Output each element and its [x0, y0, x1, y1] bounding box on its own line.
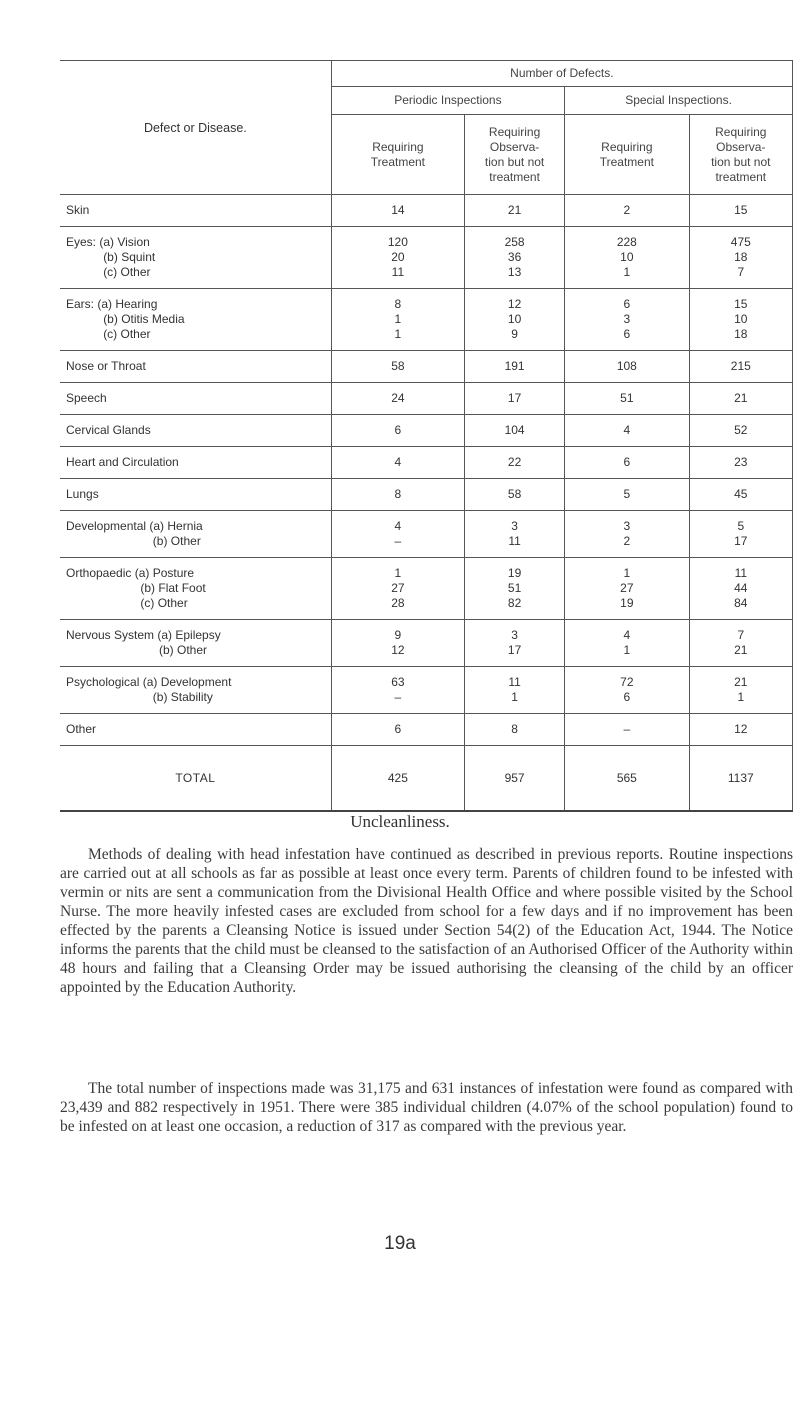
defect-count: 36 [507, 250, 522, 264]
defect-count-cell [565, 195, 689, 227]
defect-count: 108 [616, 359, 637, 373]
defect-count: 58 [507, 487, 522, 501]
paragraph-methods: Methods of dealing with head infestation have continued as described in previous reports. Routine inspections are carried out at all schools as far as possible at least once every term. Parents of children found to be infested with vermin or nits are sent a communication from the Divisional Health Office and where possible visited by the School Nurse. The more heavily infested cases are excluded from school for a few days and if no improvement has been effected by the parents a Cleansing Notice is issued under Section 54(2) of the Education Act, 1944. The Notice informs the parents that the child must be cleansed to the satisfaction of an Authorised Officer of the Authority within 48 hours and failing that a Cleansing Order may be issued authorising the cleansing of the child by an officer appointed by the Education Authority. [60, 846, 793, 996]
defect-count-cell [565, 511, 689, 558]
defect-count: 11 [391, 265, 405, 279]
defect-count-cell [331, 447, 464, 479]
defect-count-cell [565, 415, 689, 447]
defect-count: 27 [391, 581, 405, 595]
defect-group-row [60, 511, 793, 558]
defect-label-cell [60, 714, 331, 746]
defect-count: 20 [391, 250, 405, 264]
defect-count: 12 [391, 643, 405, 657]
defect-count: 21 [507, 203, 522, 217]
defect-label: (c) Other [103, 327, 151, 341]
total-value: 425 [387, 770, 408, 785]
defect-count: 8 [394, 487, 402, 501]
defect-count: 63 [391, 675, 405, 689]
defect-count-cell [331, 227, 464, 289]
defect-count-cell [331, 620, 464, 667]
defect-count-cell [565, 714, 689, 746]
defect-count-cell [689, 227, 792, 289]
defect-column-header: Defect or Disease. [60, 61, 331, 195]
defect-count: 1 [394, 327, 402, 341]
defect-label: (b) Squint [103, 250, 156, 264]
defect-count-cell [689, 511, 792, 558]
defect-label-cell [60, 667, 331, 714]
periodic-requiring-treatment-header: Requiring Treatment [331, 115, 464, 195]
total-value: 565 [565, 746, 689, 812]
defect-label-cell [60, 351, 331, 383]
defect-label: (b) Other [152, 534, 201, 548]
defect-count-cell [689, 289, 792, 351]
defect-count-cell [689, 447, 792, 479]
defect-count-cell [689, 415, 792, 447]
defect-label: Orthopaedic (a) Posture [66, 566, 195, 580]
number-of-defects-header: Number of Defects. [331, 61, 792, 87]
defect-count: 15 [734, 203, 748, 217]
defect-count: 19 [620, 596, 634, 610]
defect-count: 1 [737, 690, 745, 704]
defect-count: 51 [620, 391, 634, 405]
defect-count-cell [565, 351, 689, 383]
defect-count-cell [565, 620, 689, 667]
defect-label: Other [66, 722, 97, 736]
defect-label-cell [60, 558, 331, 620]
defect-group-row [60, 195, 793, 227]
defect-count-cell [331, 479, 464, 511]
page-number: 19a [384, 1233, 416, 1254]
periodic-requiring-observation-header: Requiring Observa- tion but not treatment [465, 115, 565, 195]
defect-count: 3 [511, 519, 518, 533]
defect-count: 10 [620, 250, 634, 264]
defect-group-row [60, 447, 793, 479]
defect-count: 1 [511, 690, 518, 704]
defect-count-cell [465, 351, 565, 383]
defect-count: 52 [734, 423, 748, 437]
defect-group-row [60, 667, 793, 714]
defect-count-cell [465, 415, 565, 447]
special-inspections-header: Special Inspections. [565, 87, 793, 115]
defect-count-cell [689, 479, 792, 511]
defect-count: – [394, 534, 402, 548]
defect-count: 22 [507, 455, 522, 469]
defect-label: Lungs [66, 487, 99, 501]
defect-label-cell [60, 479, 331, 511]
defect-group-row [60, 479, 793, 511]
paragraph-totals: The total number of inspections made was 31,175 and 631 instances of infestation were found as compared with 23,439 and 882 respectively in 1951. There were 385 individual children (4.07% of the school population) found to be infested on at least one occasion, a reduction of 317 as compared with the previous year. [60, 1080, 793, 1135]
section-heading: Uncleanliness. [350, 812, 450, 831]
defect-count: 10 [507, 312, 522, 326]
defect-count-cell [465, 511, 565, 558]
defect-count: 1 [394, 312, 402, 326]
defect-group-row [60, 289, 793, 351]
defect-count: – [623, 722, 631, 736]
defect-count: 6 [623, 455, 631, 469]
defect-group-row [60, 558, 793, 620]
defects-table [60, 60, 793, 812]
defect-label: Nose or Throat [66, 359, 146, 373]
defect-label: Ears: (a) Hearing [66, 297, 158, 311]
defect-label-cell [60, 383, 331, 415]
defect-label-cell [60, 289, 331, 351]
defect-count-cell [331, 289, 464, 351]
defect-label: Eyes: (a) Vision [66, 235, 150, 249]
defect-count-cell [689, 714, 792, 746]
defect-count: 4 [394, 455, 402, 469]
defect-count: 44 [734, 581, 748, 595]
defect-label-cell [60, 195, 331, 227]
defect-label: (b) Flat Foot [140, 581, 206, 595]
defect-count-cell [565, 558, 689, 620]
defect-count: 21 [734, 643, 748, 657]
defect-count: 1 [394, 566, 402, 580]
defect-count: 24 [391, 391, 405, 405]
defect-group-row [60, 620, 793, 667]
defect-count: 17 [734, 534, 748, 548]
defect-count: 104 [504, 423, 525, 437]
defect-count: 9 [511, 327, 518, 341]
defect-label-cell [60, 511, 331, 558]
defect-count: 72 [620, 675, 634, 689]
defect-count-cell [689, 558, 792, 620]
defect-count-cell [689, 383, 792, 415]
defect-label: Skin [66, 203, 90, 217]
defect-count: 8 [511, 722, 518, 736]
defect-count: 82 [507, 596, 522, 610]
defect-label: (b) Stability [152, 690, 213, 704]
defect-count-cell [565, 479, 689, 511]
defect-label: Cervical Glands [66, 423, 151, 437]
defect-count: 10 [734, 312, 748, 326]
defect-count: 84 [734, 596, 748, 610]
defect-count-cell [465, 447, 565, 479]
defects-table-body [60, 195, 793, 812]
defect-count-cell [331, 558, 464, 620]
defect-label: Developmental (a) Hernia [66, 519, 203, 533]
defect-count: 14 [391, 203, 405, 217]
special-requiring-treatment-header: Requiring Treatment [565, 115, 689, 195]
defect-count: 6 [623, 690, 631, 704]
defect-count-cell [689, 351, 792, 383]
defect-count-cell [465, 227, 565, 289]
total-value: 957 [465, 746, 565, 812]
defect-count-cell [465, 289, 565, 351]
defect-group-row [60, 714, 793, 746]
defect-count: 2 [623, 203, 631, 217]
defect-count-cell [331, 415, 464, 447]
defect-count: 6 [623, 297, 631, 311]
defect-count: 215 [730, 359, 751, 373]
defect-count: 11 [734, 566, 748, 580]
defect-count: 11 [508, 675, 521, 689]
defect-label-cell [60, 620, 331, 667]
defect-count-cell [689, 667, 792, 714]
defect-count-cell [565, 289, 689, 351]
defect-count: 120 [387, 235, 408, 249]
defect-count-cell [331, 383, 464, 415]
defect-count-cell [465, 620, 565, 667]
total-value: 1137 [689, 746, 792, 812]
defect-count-cell [331, 195, 464, 227]
defect-count: 7 [737, 265, 745, 279]
defect-count-cell [565, 667, 689, 714]
defect-count-cell [565, 447, 689, 479]
defect-count: 228 [616, 235, 637, 249]
defect-count: 1 [623, 566, 631, 580]
special-requiring-observation-header: Requiring Observa- tion but not treatment [689, 115, 792, 195]
defect-label: (c) Other [140, 596, 188, 610]
defect-label: Psychological (a) Development [66, 675, 232, 689]
defect-count-cell [465, 195, 565, 227]
defect-count: 17 [507, 643, 522, 657]
defect-count: 191 [504, 359, 525, 373]
defect-count: 13 [507, 265, 522, 279]
periodic-inspections-header: Periodic Inspections [331, 87, 564, 115]
defect-count-cell [689, 620, 792, 667]
defect-count-cell [465, 383, 565, 415]
defect-count-cell [689, 195, 792, 227]
defect-count: 23 [734, 455, 748, 469]
defect-label: (c) Other [103, 265, 151, 279]
defect-label: Nervous System (a) Epilepsy [66, 628, 221, 642]
defect-count: 5 [623, 487, 631, 501]
defect-count: 3 [511, 628, 518, 642]
defect-count: 4 [623, 423, 631, 437]
defect-count-cell [565, 383, 689, 415]
defect-label: (b) Otitis Media [103, 312, 185, 326]
defect-count: 21 [734, 675, 748, 689]
defect-count-cell [331, 511, 464, 558]
total-label: TOTAL [60, 746, 331, 812]
defect-count: 6 [623, 327, 631, 341]
defect-count: 8 [394, 297, 402, 311]
defect-count: 11 [508, 534, 521, 548]
defect-count: 3 [623, 519, 631, 533]
defect-count: 475 [730, 235, 751, 249]
total-row [60, 746, 793, 812]
defect-label-cell [60, 447, 331, 479]
defect-count: 51 [507, 581, 522, 595]
defect-count-cell [331, 351, 464, 383]
defect-count: 1 [623, 265, 631, 279]
defect-count: – [394, 690, 402, 704]
defect-count-cell [465, 714, 565, 746]
defect-label-cell [60, 227, 331, 289]
defect-count: 258 [504, 235, 525, 249]
defect-count: 3 [623, 312, 631, 326]
defect-count: 4 [394, 519, 402, 533]
defect-group-row [60, 351, 793, 383]
defect-count: 2 [623, 534, 631, 548]
defect-count: 45 [734, 487, 748, 501]
defect-count: 18 [734, 327, 748, 341]
defect-group-row [60, 415, 793, 447]
defect-count-cell [331, 714, 464, 746]
defect-label: (b) Other [159, 643, 208, 657]
defect-group-row [60, 383, 793, 415]
defect-count: 15 [734, 297, 748, 311]
defect-count: 12 [507, 297, 522, 311]
defect-label: Heart and Circulation [66, 455, 179, 469]
defect-count: 6 [394, 423, 402, 437]
defect-count: 1 [623, 643, 631, 657]
defect-count-cell [565, 227, 689, 289]
defect-label-cell [60, 415, 331, 447]
defect-count: 5 [737, 519, 745, 533]
defect-count: 19 [507, 566, 522, 580]
defect-count-cell [465, 667, 565, 714]
defect-count: 18 [734, 250, 748, 264]
defect-count-cell [465, 479, 565, 511]
defect-group-row [60, 227, 793, 289]
defect-count: 28 [391, 596, 405, 610]
defect-count: 21 [734, 391, 748, 405]
defect-count: 58 [391, 359, 405, 373]
defect-count: 4 [623, 628, 631, 642]
defect-count: 17 [507, 391, 522, 405]
defect-count: 9 [394, 628, 402, 642]
defect-count-cell [465, 558, 565, 620]
defect-count-cell [331, 667, 464, 714]
defect-count: 27 [620, 581, 634, 595]
defect-count: 6 [394, 722, 402, 736]
defect-count: 12 [734, 722, 748, 736]
defect-count: 7 [737, 628, 745, 642]
defect-label: Speech [66, 391, 107, 405]
